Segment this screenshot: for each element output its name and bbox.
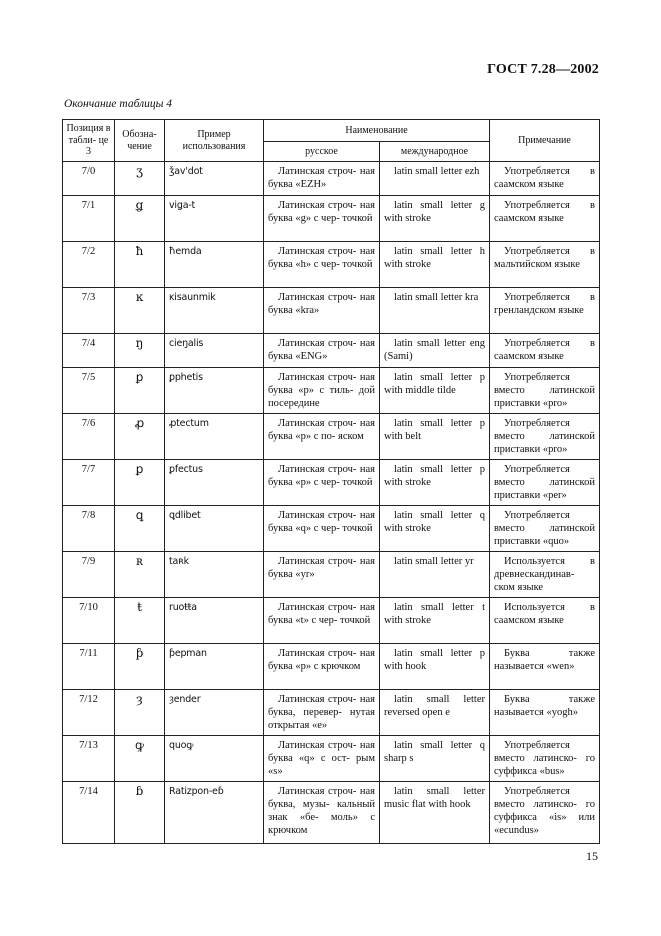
col-header-designation: Обозна- чение bbox=[115, 120, 165, 162]
cell-example: ǯav'dot bbox=[165, 162, 264, 196]
cell-designation: ħ bbox=[115, 242, 165, 288]
cell-note-text: Буква также называется «wen» bbox=[494, 648, 595, 672]
cell-example: quoꝙ bbox=[165, 736, 264, 782]
cell-russian-name-text: Латинская строч- ная буква «t» с чер- точкой bbox=[268, 602, 375, 626]
cell-russian-name bbox=[264, 196, 380, 242]
cell-designation: ꝗ bbox=[115, 506, 165, 552]
cell-designation: ʒ bbox=[115, 162, 165, 196]
cell-international-name bbox=[380, 644, 490, 690]
cell-russian-name-text: Латинская строч- ная буква «kra» bbox=[268, 292, 375, 316]
cell-note bbox=[490, 288, 600, 334]
cell-position: 7/8 bbox=[63, 506, 115, 552]
cell-note bbox=[490, 644, 600, 690]
cell-note-text: Используется в саамском языке bbox=[494, 602, 595, 626]
cell-example: taʀk bbox=[165, 552, 264, 598]
cell-note-text: Используется в древнескандинав- ском языке bbox=[494, 556, 595, 593]
cell-note-text: Употребляется в мальтийском языке bbox=[494, 246, 595, 270]
cell-international-name bbox=[380, 506, 490, 552]
cell-note-text: Употребляется в гренландском языке bbox=[494, 292, 595, 316]
cell-russian-name-text: Латинская строч- ная буква «EZH» bbox=[268, 166, 375, 190]
cell-note-text: Употребляется в саамском языке bbox=[494, 200, 595, 224]
table-row bbox=[63, 506, 600, 552]
cell-russian-name bbox=[264, 242, 380, 288]
cell-example: ȝender bbox=[165, 690, 264, 736]
cell-designation: ꝙ bbox=[115, 736, 165, 782]
table-row bbox=[63, 196, 600, 242]
cell-position: 7/1 bbox=[63, 196, 115, 242]
cell-position: 7/12 bbox=[63, 690, 115, 736]
cell-note-text: Употребляется вместо латинской приставки «pro» bbox=[494, 418, 595, 455]
cell-position: 7/9 bbox=[63, 552, 115, 598]
cell-russian-name-text: Латинская строч- ная буква «q» с ост- рым «s» bbox=[268, 740, 375, 777]
cell-note bbox=[490, 506, 600, 552]
table-row bbox=[63, 460, 600, 506]
cell-note bbox=[490, 334, 600, 368]
table-row bbox=[63, 162, 600, 196]
letters-table bbox=[62, 119, 600, 844]
cell-international-name bbox=[380, 690, 490, 736]
col-header-example: Пример использования bbox=[165, 120, 264, 162]
table-row bbox=[63, 782, 600, 844]
table-row bbox=[63, 414, 600, 460]
cell-international-name-text: latin small letter music flat with hook bbox=[384, 786, 485, 810]
col-header-international: международное bbox=[380, 142, 490, 162]
col-header-note: Примечание bbox=[490, 120, 600, 162]
cell-note bbox=[490, 242, 600, 288]
table-row bbox=[63, 736, 600, 782]
table-row bbox=[63, 288, 600, 334]
table-row bbox=[63, 552, 600, 598]
cell-note bbox=[490, 736, 600, 782]
cell-russian-name bbox=[264, 506, 380, 552]
cell-designation: ꝑ bbox=[115, 460, 165, 506]
cell-international-name-text: latin small letter kra bbox=[394, 292, 479, 303]
cell-international-name bbox=[380, 414, 490, 460]
cell-international-name-text: latin small letter p with middle tilde bbox=[384, 372, 485, 396]
cell-note bbox=[490, 196, 600, 242]
cell-russian-name-text: Латинская строч- ная буква «ENG» bbox=[268, 338, 375, 362]
cell-international-name bbox=[380, 334, 490, 368]
cell-designation: ǥ bbox=[115, 196, 165, 242]
col-header-name: Наименование bbox=[264, 120, 490, 142]
cell-note bbox=[490, 368, 600, 414]
col-header-russian: русское bbox=[264, 142, 380, 162]
cell-international-name bbox=[380, 368, 490, 414]
cell-note-text: Употребляется вместо латинско- го суффикса «is» или «ecundus» bbox=[494, 786, 595, 836]
cell-international-name bbox=[380, 288, 490, 334]
cell-designation: ŧ bbox=[115, 598, 165, 644]
cell-example: ꝑfectus bbox=[165, 460, 264, 506]
table-row bbox=[63, 598, 600, 644]
cell-example: ꝑphetis bbox=[165, 368, 264, 414]
cell-russian-name-text: Латинская строч- ная буква «yr» bbox=[268, 556, 375, 580]
cell-russian-name-text: Латинская строч- ная буква «p» с чер- точкой bbox=[268, 464, 375, 488]
cell-note-text: Употребляется вместо латинской приставки «quo» bbox=[494, 510, 595, 547]
cell-designation: ŋ bbox=[115, 334, 165, 368]
cell-russian-name-text: Латинская строч- ная буква «p» с по- яском bbox=[268, 418, 375, 442]
cell-international-name-text: latin small letter q with stroke bbox=[384, 510, 485, 534]
cell-russian-name bbox=[264, 644, 380, 690]
cell-example: ꝓtectum bbox=[165, 414, 264, 460]
cell-russian-name-text: Латинская строч- ная буква «g» с чер- точкой bbox=[268, 200, 375, 224]
table-row bbox=[63, 334, 600, 368]
cell-note bbox=[490, 782, 600, 844]
table-row bbox=[63, 242, 600, 288]
cell-position: 7/13 bbox=[63, 736, 115, 782]
table-row bbox=[63, 644, 600, 690]
table-row bbox=[63, 690, 600, 736]
cell-russian-name bbox=[264, 460, 380, 506]
page-number: 15 bbox=[586, 849, 598, 863]
cell-international-name bbox=[380, 196, 490, 242]
cell-russian-name bbox=[264, 598, 380, 644]
cell-international-name-text: latin small letter t with stroke bbox=[384, 602, 485, 626]
cell-example: ħemda bbox=[165, 242, 264, 288]
cell-international-name-text: latin small letter p with stroke bbox=[384, 464, 485, 488]
cell-note-text: Употребляется в саамском языке bbox=[494, 338, 595, 362]
cell-position: 7/0 bbox=[63, 162, 115, 196]
cell-designation: ƥ bbox=[115, 644, 165, 690]
cell-position: 7/2 bbox=[63, 242, 115, 288]
cell-international-name-text: latin small letter eng (Sami) bbox=[384, 338, 485, 362]
table-caption: Окончание таблицы 4 bbox=[64, 98, 172, 110]
cell-russian-name-text: Латинская строч- ная буква «h» с чер- точкой bbox=[268, 246, 375, 270]
cell-example: ĸisaunmik bbox=[165, 288, 264, 334]
cell-russian-name-text: Латинская строч- ная буква «p» с крючком bbox=[268, 648, 375, 672]
cell-international-name-text: latin small letter ezh bbox=[394, 166, 480, 177]
cell-designation: ꝓ bbox=[115, 414, 165, 460]
cell-example: ruoŧŧa bbox=[165, 598, 264, 644]
cell-russian-name bbox=[264, 288, 380, 334]
cell-position: 7/11 bbox=[63, 644, 115, 690]
cell-international-name-text: latin small letter h with stroke bbox=[384, 246, 485, 270]
cell-international-name-text: latin small letter reversed open e bbox=[384, 694, 485, 718]
cell-international-name-text: latin small letter p with belt bbox=[384, 418, 485, 442]
cell-russian-name-text: Латинская строч- ная буква «p» с тиль- дой посередине bbox=[268, 372, 375, 409]
cell-russian-name bbox=[264, 162, 380, 196]
cell-position: 7/7 bbox=[63, 460, 115, 506]
cell-russian-name bbox=[264, 736, 380, 782]
cell-position: 7/14 bbox=[63, 782, 115, 844]
cell-international-name-text: latin small letter g with stroke bbox=[384, 200, 485, 224]
cell-russian-name bbox=[264, 368, 380, 414]
cell-international-name bbox=[380, 242, 490, 288]
cell-position: 7/10 bbox=[63, 598, 115, 644]
cell-russian-name bbox=[264, 782, 380, 844]
cell-russian-name bbox=[264, 334, 380, 368]
cell-example: cieŋalis bbox=[165, 334, 264, 368]
cell-international-name bbox=[380, 460, 490, 506]
cell-note-text: Употребляется вместо латинской приставки «per» bbox=[494, 464, 595, 501]
cell-designation: ĸ bbox=[115, 288, 165, 334]
cell-example: viǥa-t bbox=[165, 196, 264, 242]
cell-note-text: Употребляется вместо латинско- го суффикса «bus» bbox=[494, 740, 595, 777]
cell-designation: ʀ bbox=[115, 552, 165, 598]
cell-designation: ɓ bbox=[115, 782, 165, 844]
cell-example: ƥepman bbox=[165, 644, 264, 690]
cell-russian-name bbox=[264, 552, 380, 598]
table-body bbox=[63, 162, 600, 844]
cell-note bbox=[490, 162, 600, 196]
cell-designation: ꝑ bbox=[115, 368, 165, 414]
cell-russian-name bbox=[264, 414, 380, 460]
cell-international-name-text: latin small letter p with hook bbox=[384, 648, 485, 672]
cell-note-text: Употребляется вместо латинской приставки «pro» bbox=[494, 372, 595, 409]
cell-international-name bbox=[380, 598, 490, 644]
cell-russian-name bbox=[264, 690, 380, 736]
cell-note bbox=[490, 414, 600, 460]
cell-note bbox=[490, 690, 600, 736]
cell-position: 7/4 bbox=[63, 334, 115, 368]
cell-note-text: Употребляется в саамском языке bbox=[494, 166, 595, 190]
cell-note bbox=[490, 552, 600, 598]
cell-example: ꝗdlibet bbox=[165, 506, 264, 552]
cell-example: Ratizpon-eɓ bbox=[165, 782, 264, 844]
cell-international-name bbox=[380, 736, 490, 782]
cell-international-name-text: latin small letter yr bbox=[394, 556, 474, 567]
col-header-position: Позиция в табли- це 3 bbox=[63, 120, 115, 162]
cell-note bbox=[490, 598, 600, 644]
cell-position: 7/6 bbox=[63, 414, 115, 460]
cell-russian-name-text: Латинская строч- ная буква, перевер- нутая открытая «e» bbox=[268, 694, 375, 731]
cell-note bbox=[490, 460, 600, 506]
cell-international-name bbox=[380, 162, 490, 196]
cell-international-name-text: latin small letter q sharp s bbox=[384, 740, 485, 764]
cell-position: 7/3 bbox=[63, 288, 115, 334]
cell-note-text: Буква также называется «yogh» bbox=[494, 694, 595, 718]
cell-russian-name-text: Латинская строч- ная буква «q» с чер- точкой bbox=[268, 510, 375, 534]
cell-russian-name-text: Латинская строч- ная буква, музы- кальный знак «бе- моль» с крючком bbox=[268, 786, 375, 836]
table-row bbox=[63, 368, 600, 414]
page-header-title: ГОСТ 7.28—2002 bbox=[487, 62, 599, 77]
cell-position: 7/5 bbox=[63, 368, 115, 414]
cell-international-name bbox=[380, 552, 490, 598]
cell-international-name bbox=[380, 782, 490, 844]
cell-designation: ȝ bbox=[115, 690, 165, 736]
